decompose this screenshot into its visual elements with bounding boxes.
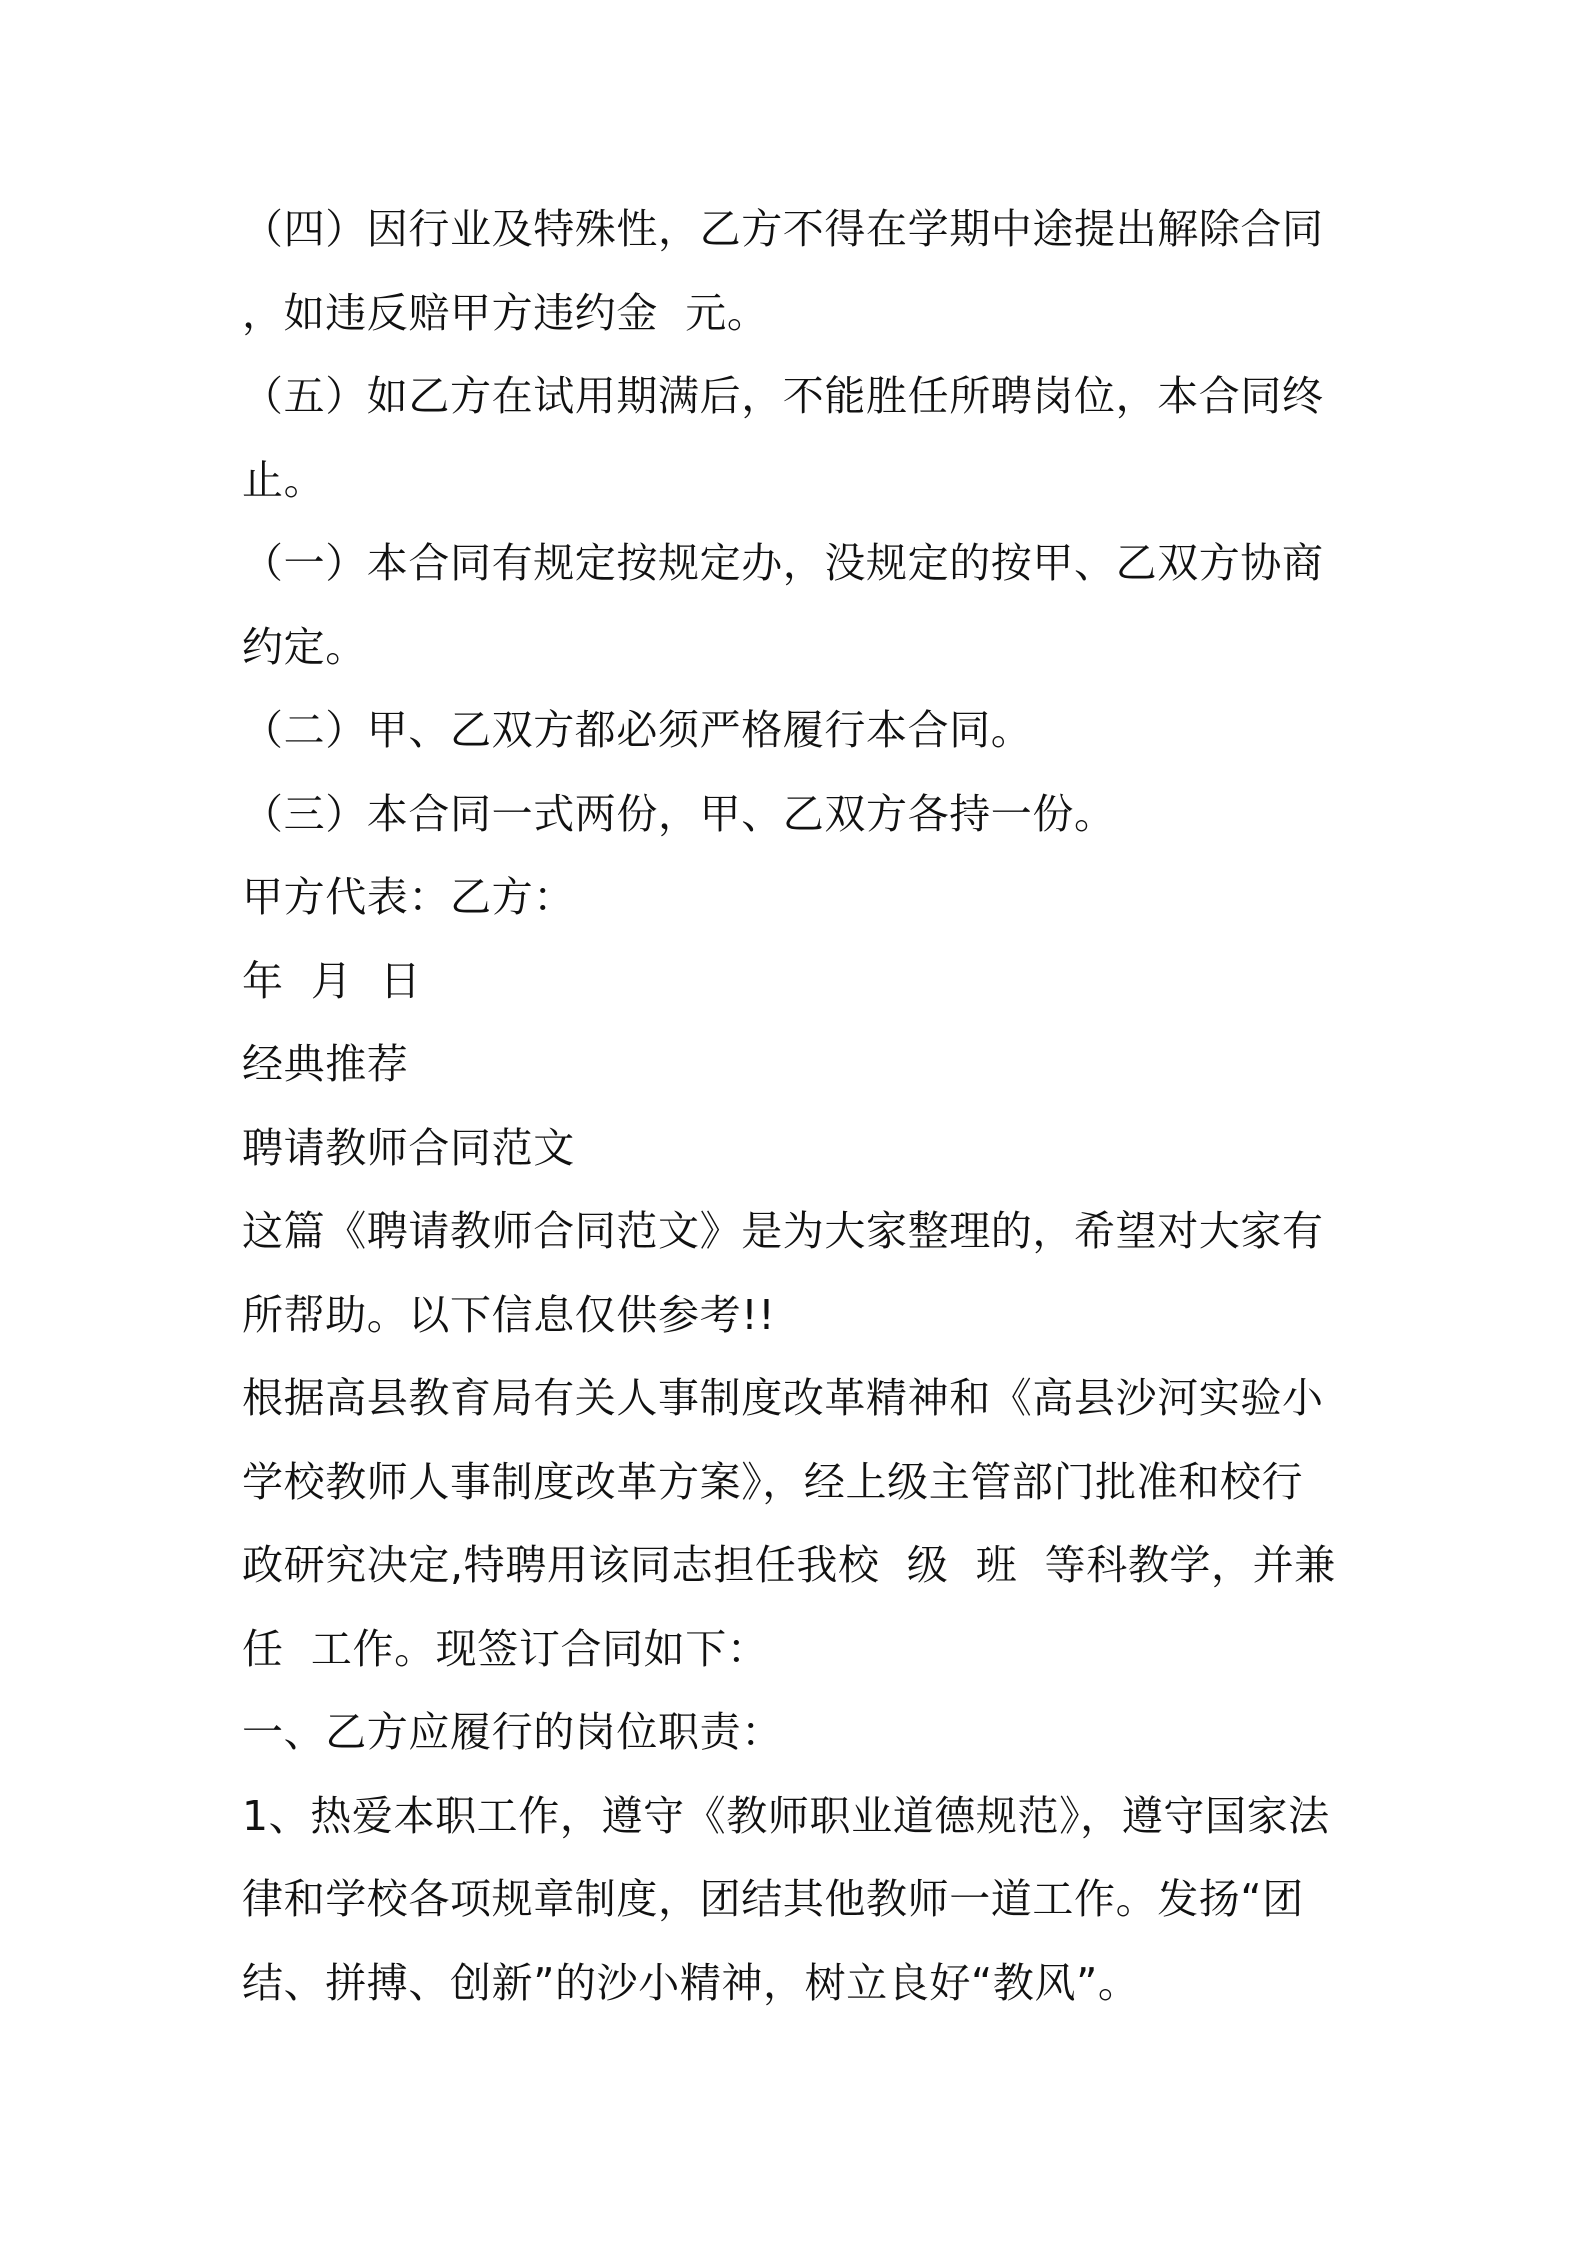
text-line: 1、热爱本职工作，遵守《教师职业道德规范》，遵守国家法 [242,1791,1330,1840]
document-title: 聘请教师合同范文 [242,1123,575,1172]
text-line: 学校教师人事制度改革方案》，经上级主管部门批准和校行 [242,1457,1304,1506]
text-line: （三）本合同一式两份，甲、乙双方各持一份。 [242,789,1116,838]
text-line: 结、拼搏、创新”的沙小精神，树立良好“教风”。 [242,1958,1140,2007]
text-line: ，如违反赔甲方违约金 元。 [242,288,769,337]
text-line: （二）甲、乙双方都必须严格履行本合同。 [242,706,1033,754]
text-line: 律和学校各项规章制度，团结其他教师一道工作。发扬“团 [242,1875,1304,1923]
date-line: 年 月 日 [242,956,422,1005]
text-line: 政研究决定,特聘用该同志担任我校 级 班 等科教学，并兼 [242,1541,1336,1589]
text-line: 一、乙方应履行的岗位职责： [242,1708,783,1756]
text-line: （四）因行业及特殊性，乙方不得在学期中途提出解除合同 [242,205,1324,253]
text-line: 根据高县教育局有关人事制度改革精神和《高县沙河实验小 [242,1374,1324,1422]
text-line: 这篇《聘请教师合同范文》是为大家整理的，希望对大家有 [242,1207,1324,1255]
document-body [242,188,1360,2025]
text-line: （一）本合同有规定按规定办，没规定的按甲、乙双方协商 [242,539,1324,587]
text-line: 任 工作。现签订合同如下： [242,1624,769,1673]
section-heading: 经典推荐 [242,1040,409,1088]
signature-line: 甲方代表：乙方： [242,873,575,921]
text-line: 止。 [242,455,326,504]
text-line: 所帮助。以下信息仅供参考!! [242,1290,776,1339]
text-line: （五）如乙方在试用期满后，不能胜任所聘岗位，本合同终 [242,372,1324,420]
text-line: 约定。 [242,622,367,671]
